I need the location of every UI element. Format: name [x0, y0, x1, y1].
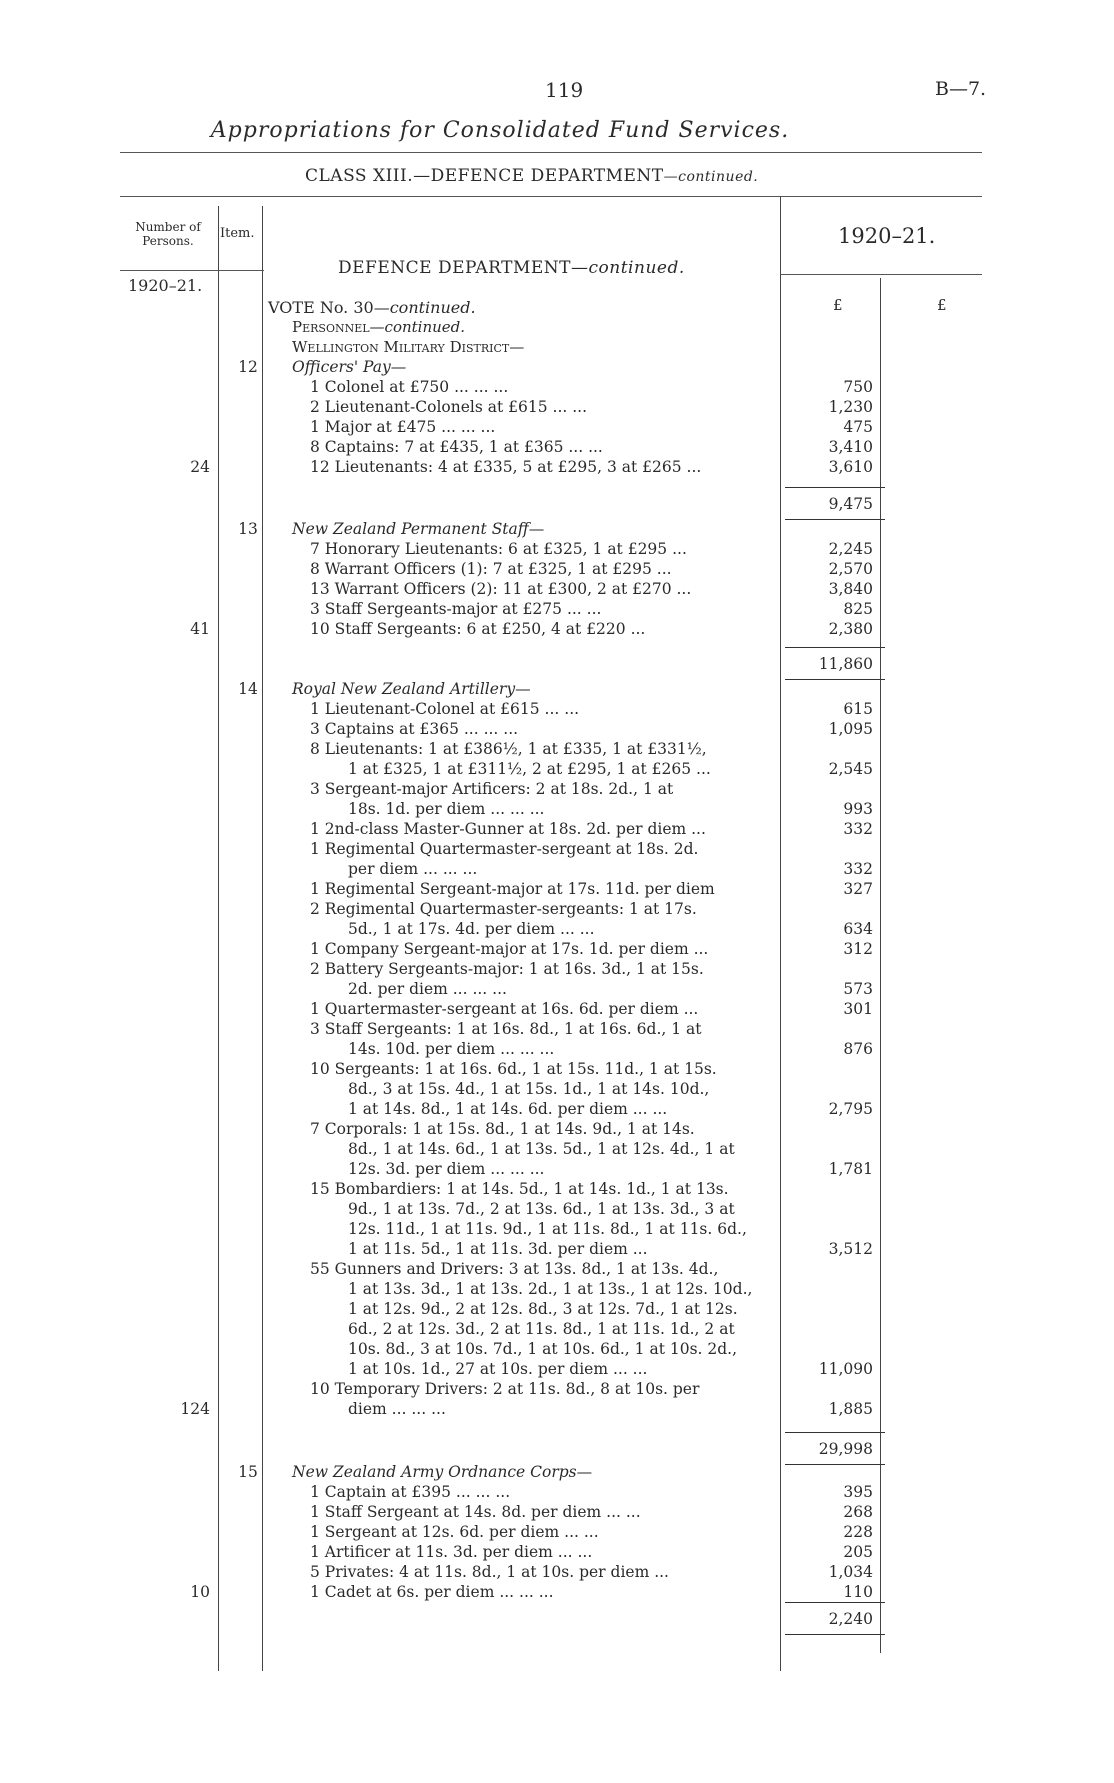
total-column-divider: [880, 278, 881, 1653]
line-item-text: 1 Regimental Sergeant-major at 17s. 11d. per diem: [310, 880, 715, 898]
currency-right: £: [937, 296, 947, 314]
line-item-text: 10 Temporary Drivers: 2 at 11s. 8d., 8 at 10s. per: [310, 1380, 700, 1398]
section-total: 29,998: [818, 1440, 873, 1458]
line-item-amount: 3,410: [828, 438, 873, 456]
line-item-text: 1 Company Sergeant-major at 17s. 1d. per diem ...: [310, 940, 709, 958]
vote-suffix: —continued.: [373, 298, 476, 317]
line-item-amount: 205: [843, 1543, 873, 1561]
vote-label: VOTE No. 30: [268, 298, 374, 317]
total-rule: [785, 1634, 885, 1635]
vote-heading: [268, 298, 476, 317]
line-item-amount: 312: [843, 940, 873, 958]
district-heading: Wellington Military District—: [292, 338, 525, 356]
line-item-text: 2 Regimental Quartermaster-sergeants: 1 at 17s.: [310, 900, 697, 918]
line-item-text: 1 Sergeant at 12s. 6d. per diem ... ...: [310, 1523, 599, 1541]
total-rule: [785, 679, 885, 680]
class-suffix: —continued.: [663, 169, 759, 185]
department-heading: [338, 258, 685, 278]
line-item-text: 12s. 3d. per diem ... ... ...: [348, 1160, 545, 1178]
line-item-text: 1 at 13s. 3d., 1 at 13s. 2d., 1 at 13s., 1 at 12s. 10d.,: [348, 1280, 753, 1298]
line-item-text: 1 at £325, 1 at £311½, 2 at £295, 1 at £265 ...: [348, 760, 711, 778]
line-item-amount: 825: [843, 600, 873, 618]
section-persons: 24: [190, 458, 210, 476]
item-column-header: Item.: [220, 226, 255, 241]
section-total: 9,475: [828, 495, 873, 513]
line-item-text: per diem ... ... ...: [348, 860, 478, 878]
line-item-text: 12 Lieutenants: 4 at £335, 5 at £295, 3 at £265 ...: [310, 458, 702, 476]
line-item-text: 1 Lieutenant-Colonel at £615 ... ...: [310, 700, 580, 718]
personnel-label: Personnel: [292, 318, 370, 336]
section-total: 2,240: [828, 1610, 873, 1628]
line-item-amount: 634: [843, 920, 873, 938]
line-item-amount: 2,795: [828, 1100, 873, 1118]
line-item-text: 13 Warrant Officers (2): 11 at £300, 2 at £270 ...: [310, 580, 692, 598]
line-item-text: 10 Sergeants: 1 at 16s. 6d., 1 at 15s. 11d., 1 at 15s.: [310, 1060, 717, 1078]
amount-column-divider: [780, 196, 781, 1671]
line-item-text: 1 at 12s. 9d., 2 at 12s. 8d., 3 at 12s. 7d., 1 at 12s.: [348, 1300, 738, 1318]
line-item-text: 5d., 1 at 17s. 4d. per diem ... ...: [348, 920, 595, 938]
line-item-amount: 475: [843, 418, 873, 436]
line-item-text: 1 Cadet at 6s. per diem ... ... ...: [310, 1583, 554, 1601]
total-rule: [785, 1464, 885, 1465]
line-item-text: 9d., 1 at 13s. 7d., 2 at 13s. 6d., 1 at 13s. 3d., 3 at: [348, 1200, 735, 1218]
line-item-amount: 1,034: [828, 1563, 873, 1581]
section-title: Officers' Pay—: [292, 358, 407, 376]
line-item-text: 1 Major at £475 ... ... ...: [310, 418, 496, 436]
section-item-number: 13: [238, 520, 258, 538]
title-rule: [120, 152, 982, 153]
line-item-amount: 2,570: [828, 560, 873, 578]
line-item-text: 12s. 11d., 1 at 11s. 9d., 1 at 11s. 8d., 1 at 11s. 6d.,: [348, 1220, 747, 1238]
total-rule: [785, 519, 885, 520]
line-item-text: 1 at 14s. 8d., 1 at 14s. 6d. per diem ... ...: [348, 1100, 668, 1118]
line-item-text: 1 at 10s. 1d., 27 at 10s. per diem ... ...: [348, 1360, 648, 1378]
section-total: 11,860: [818, 655, 873, 673]
department-suffix: —continued.: [571, 258, 685, 278]
personnel-suffix: —continued.: [369, 318, 466, 336]
line-item-text: 7 Honorary Lieutenants: 6 at £325, 1 at £295 ...: [310, 540, 687, 558]
line-item-text: 3 Sergeant-major Artificers: 2 at 18s. 2d., 1 at: [310, 780, 674, 798]
line-item-text: 1 Quartermaster-sergeant at 16s. 6d. per diem ...: [310, 1000, 699, 1018]
line-item-text: 15 Bombardiers: 1 at 14s. 5d., 1 at 14s. 1d., 1 at 13s.: [310, 1180, 729, 1198]
page-number: 119: [545, 78, 584, 102]
document-reference: B—7.: [935, 78, 987, 100]
section-persons: 124: [180, 1400, 210, 1418]
persons-year-label: 1920–21.: [128, 276, 203, 295]
line-item-amount: 11,090: [818, 1360, 873, 1378]
year-column-header: 1920–21.: [838, 224, 936, 248]
line-item-amount: 615: [843, 700, 873, 718]
line-item-text: 2 Battery Sergeants-major: 1 at 16s. 3d., 1 at 15s.: [310, 960, 704, 978]
line-item-amount: 1,781: [828, 1160, 873, 1178]
class-heading: [305, 166, 758, 186]
class-label: CLASS XIII.—DEFENCE DEPARTMENT: [305, 166, 664, 186]
persons-column-divider: [218, 206, 219, 1671]
line-item-text: 3 Staff Sergeants-major at £275 ... ...: [310, 600, 602, 618]
currency-left: £: [833, 296, 843, 314]
section-item-number: 12: [238, 358, 258, 376]
persons-header-rule: [120, 270, 220, 271]
line-item-amount: 332: [843, 820, 873, 838]
line-item-amount: 1,095: [828, 720, 873, 738]
section-title: New Zealand Permanent Staff—: [292, 520, 545, 538]
department-name: DEFENCE DEPARTMENT: [338, 258, 572, 278]
section-title: New Zealand Army Ordnance Corps—: [292, 1463, 593, 1481]
item-column-divider: [262, 206, 263, 1671]
line-item-text: 1 Captain at £395 ... ... ...: [310, 1483, 511, 1501]
line-item-amount: 1,230: [828, 398, 873, 416]
line-item-text: 3 Captains at £365 ... ... ...: [310, 720, 519, 738]
line-item-text: 8 Captains: 7 at £435, 1 at £365 ... ...: [310, 438, 603, 456]
line-item-text: 1 Colonel at £750 ... ... ...: [310, 378, 509, 396]
line-item-text: 14s. 10d. per diem ... ... ...: [348, 1040, 555, 1058]
line-item-text: 7 Corporals: 1 at 15s. 8d., 1 at 14s. 9d., 1 at 14s.: [310, 1120, 695, 1138]
line-item-text: 8 Warrant Officers (1): 7 at £325, 1 at £295 ...: [310, 560, 672, 578]
line-item-amount: 327: [843, 880, 873, 898]
line-item-amount: 1,885: [828, 1400, 873, 1418]
line-item-text: 8d., 3 at 15s. 4d., 1 at 15s. 1d., 1 at 14s. 10d.,: [348, 1080, 710, 1098]
line-item-text: 10s. 8d., 3 at 10s. 7d., 1 at 10s. 6d., 1 at 10s. 2d.,: [348, 1340, 738, 1358]
section-persons: 41: [190, 620, 210, 638]
subtotal-rule: [785, 1602, 885, 1603]
line-item-amount: 110: [843, 1583, 873, 1601]
line-item-amount: 3,840: [828, 580, 873, 598]
line-item-amount: 993: [843, 800, 873, 818]
line-item-amount: 2,545: [828, 760, 873, 778]
line-item-amount: 2,245: [828, 540, 873, 558]
section-item-number: 15: [238, 1463, 258, 1481]
line-item-amount: 332: [843, 860, 873, 878]
line-item-text: 3 Staff Sergeants: 1 at 16s. 8d., 1 at 16s. 6d., 1 at: [310, 1020, 702, 1038]
line-item-text: 8d., 1 at 14s. 6d., 1 at 13s. 5d., 1 at 12s. 4d., 1 at: [348, 1140, 735, 1158]
line-item-text: 1 Regimental Quartermaster-sergeant at 18s. 2d.: [310, 840, 699, 858]
year-header-rule: [780, 274, 982, 275]
section-title: Royal New Zealand Artillery—: [292, 680, 531, 698]
line-item-amount: 876: [843, 1040, 873, 1058]
line-item-text: 1 Artificer at 11s. 3d. per diem ... ...: [310, 1543, 593, 1561]
line-item-text: 2d. per diem ... ... ...: [348, 980, 507, 998]
line-item-amount: 395: [843, 1483, 873, 1501]
line-item-text: 10 Staff Sergeants: 6 at £250, 4 at £220 ...: [310, 620, 646, 638]
line-item-amount: 3,610: [828, 458, 873, 476]
class-rule: [120, 196, 982, 197]
line-item-text: 18s. 1d. per diem ... ... ...: [348, 800, 545, 818]
line-item-amount: 573: [843, 980, 873, 998]
line-item-amount: 2,380: [828, 620, 873, 638]
personnel-heading: [292, 318, 465, 336]
line-item-text: 6d., 2 at 12s. 3d., 2 at 11s. 8d., 1 at 11s. 1d., 2 at: [348, 1320, 735, 1338]
line-item-text: 2 Lieutenant-Colonels at £615 ... ...: [310, 398, 588, 416]
line-item-text: 1 2nd-class Master-Gunner at 18s. 2d. per diem ...: [310, 820, 706, 838]
line-item-text: 1 Staff Sergeant at 14s. 8d. per diem ... ...: [310, 1503, 641, 1521]
subtotal-rule: [785, 1432, 885, 1433]
item-header-rule: [218, 270, 264, 271]
subtotal-rule: [785, 487, 885, 488]
section-persons: 10: [190, 1583, 210, 1601]
line-item-amount: 750: [843, 378, 873, 396]
line-item-text: 1 at 11s. 5d., 1 at 11s. 3d. per diem ...: [348, 1240, 648, 1258]
page-title: Appropriations for Consolidated Fund Services.: [210, 118, 790, 143]
line-item-text: 55 Gunners and Drivers: 3 at 13s. 8d., 1 at 13s. 4d.,: [310, 1260, 719, 1278]
line-item-text: 5 Privates: 4 at 11s. 8d., 1 at 10s. per diem ...: [310, 1563, 669, 1581]
persons-column-header: Number of Persons.: [135, 220, 201, 248]
section-item-number: 14: [238, 680, 258, 698]
line-item-text: 8 Lieutenants: 1 at £386½, 1 at £335, 1 at £331½,: [310, 740, 707, 758]
line-item-amount: 268: [843, 1503, 873, 1521]
line-item-amount: 228: [843, 1523, 873, 1541]
subtotal-rule: [785, 647, 885, 648]
line-item-amount: 301: [843, 1000, 873, 1018]
line-item-text: diem ... ... ...: [348, 1400, 446, 1418]
line-item-amount: 3,512: [828, 1240, 873, 1258]
